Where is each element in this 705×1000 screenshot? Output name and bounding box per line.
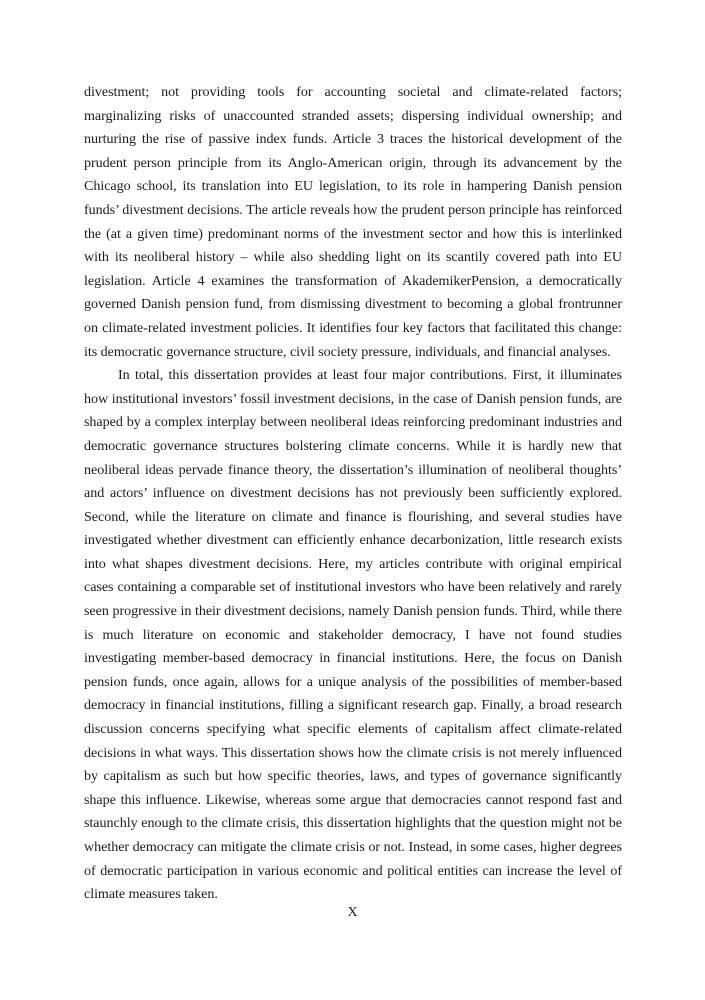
paragraph-contributions: In total, this dissertation provides at least four major contributions. First, it illuminates how institutional investors’ fossil investment decisions, in the case of Danish pension funds, are shaped by a complex interplay between neoliberal ideas reinforcing predominant industries and democratic governance structures bolstering climate concerns. While it is hardly new that neoliberal ideas pervade finance theory, the dissertation’s illumination of neoliberal thoughts’ and actors’ influence on divestment decisions has not previously been sufficiently explored. Second, while the literature on climate and finance is flourishing, and several studies have investigated whether divestment can efficiently enhance decarbonization, little research exists into what shapes divestment decisions. Here, my articles contribute with original empirical cases containing a comparable set of institutional investors who have been relatively and rarely seen progressive in their divestment decisions, namely Danish pension funds. Third, while there is much literature on economic and stakeholder democracy, I have not found studies investigating member-based democracy in financial institutions. Here, the focus on Danish pension funds, once again, allows for a unique analysis of the possibilities of member-based democracy in financial institutions, filling a significant research gap. Finally, a broad research discussion concerns specifying what specific elements of capitalism affect climate-related decisions in what ways. This dissertation shows how the climate crisis is not merely influenced by capitalism as such but how specific theories, laws, and types of governance significantly shape this influence. Likewise, whereas some argue that democracies cannot respond fast and staunchly enough to the climate crisis, this dissertation highlights that the question might not be whether democracy can mitigate the climate crisis or not. Instead, in some cases, higher degrees of democratic participation in various economic and political entities can increase the level of climate measures taken. xyxy=(84,367,622,903)
body-text xyxy=(84,81,622,907)
page-number: X xyxy=(347,905,358,920)
paragraph-articles-summary: divestment; not providing tools for accounting societal and climate-related factors; marginalizing risks of unaccounted stranded assets; dispersing individual ownership; and nurturing the rise of passive index funds. Article 3 traces the historical development of the prudent person principle from its Anglo-American origin, through its advancement by the Chicago school, its translation into EU legislation, to its role in hampering Danish pension funds’ divestment decisions. The article reveals how the prudent person principle has reinforced the (at a given time) predominant norms of the investment sector and how this is interlinked with its neoliberal history – while also shedding light on its scantily covered path into EU legislation. Article 4 examines the transformation of AkademikerPension, a democratically governed Danish pension fund, from dismissing divestment to becoming a global frontrunner on climate-related investment policies. It identifies four key factors that facilitated this change: its democratic governance structure, civil society pressure, individuals, and financial analyses. xyxy=(84,84,622,360)
